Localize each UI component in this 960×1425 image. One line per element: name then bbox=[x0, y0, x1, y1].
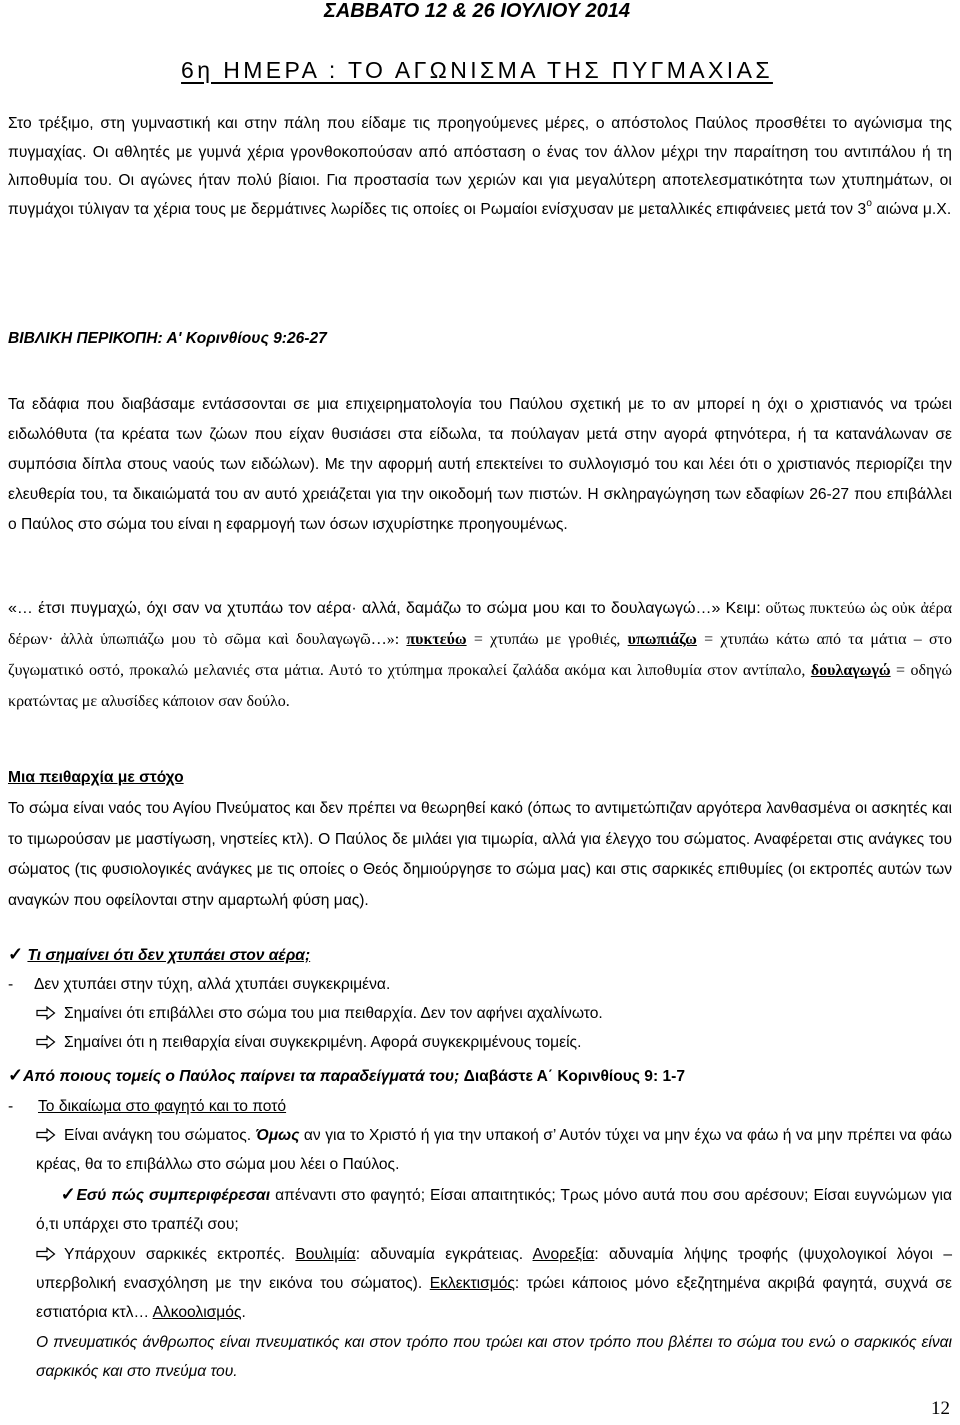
checkmark-icon: ✓ bbox=[8, 1065, 24, 1085]
list-item-arrow-1: Σημαίνει ότι επιβάλλει στο σώμα του μια πειθαρχία. Δεν τον αφήνει αχαλίνωτο. bbox=[36, 999, 960, 1028]
page-title: 6η ΗΜΕΡΑ : ΤΟ ΑΓΩΝΙΣΜΑ ΤΗΣ ΠΥΓΜΑΧΙΑΣ bbox=[181, 57, 773, 83]
term-ypopiazo: υπωπιάζω bbox=[627, 631, 697, 648]
term-doulagogo: δουλαγωγώ bbox=[810, 662, 891, 679]
list-item-dash-1: - Δεν χτυπάει στην τύχη, αλλά χτυπάει συγκεκριμένα. bbox=[8, 976, 391, 993]
checkmark-icon: ✓ bbox=[60, 1184, 77, 1204]
quote-original: οὕτως πυκτεύω ὡς οὐκ ἀέρα δέρων· ἀλλὰ ὑπωπιάζω μου τὸ σῶμα καὶ δουλαγωγῶ…»: bbox=[8, 600, 953, 648]
header-date: ΣΑΒΒΑΤΟ 12 & 26 ΙΟΥΛΙΟΥ 2014 bbox=[324, 0, 630, 22]
closing-paragraph: Ο πνευματικός άνθρωπος είναι πνευματικός και στον τρόπο που τρώει και στον τρόπο που βλέπει το σώμα του ενώ ο σαρκικός είναι σαρκικός και στο πνεύμα του. bbox=[36, 1334, 952, 1380]
list-item-arrow-3: Είναι ανάγκη του σώματος. Όμως αν για το Χριστό ή για την υπακοή σ’ Αυτόν τύχει να μην έχω να φάω ή να μην πρέπει να φάω κρέας, θα το επιβάλλω στο σώμα μου λέει ο Παύλος. bbox=[36, 1121, 952, 1179]
list-item-check-3: ✓Εσύ πώς συμπεριφέρεσαι απέναντι στο φαγητό; Είσαι απαιτητικός; Τρως μόνο αυτά που σου αρέσουν; Είσαι ευγνώμων για ό,τι υπάρχει στο τραπέζι σου; bbox=[36, 1184, 952, 1233]
list-item-arrow-2: Σημαίνει ότι η πειθαρχία είναι συγκεκριμένη. Αφορά συγκεκριμένους τομείς. bbox=[36, 1028, 960, 1057]
checkmark-icon: ✓ bbox=[8, 944, 24, 964]
list-item-dash-2: - Το δικαίωμα στο φαγητό και το ποτό bbox=[8, 1098, 287, 1115]
intro-paragraph: Στο τρέξιμο, στη γυμναστική και στην πάλη που είδαμε τις προηγούμενες μέρες, ο απόστολος Παύλος προσθέτει το αγώνισμα της πυγμαχίας. Οι αθλητές με γυμνά χέρια γρονθοκοπούσαν από απόσταση ο ένας τον άλλον μέχρι την παραίτηση του αντιπάλου ή τη λιποθυμία του. Οι αγώνες ήταν πολύ βίαιοι. Για προστασία των χεριών και για μεγαλύτερη αποτελεσματικότητα των χτυπημάτων, οι πυγμάχοι τύλιγαν τα χέρια τους με δερμάτινες λωρίδες τις οποίες οι Ρωμαίοι ενίσχυσαν με μεταλλικές επιφάνειες μετά τον $3^o$ αιώνα μ.Χ. bbox=[8, 115, 952, 218]
ordinal-superscript: ο bbox=[866, 197, 872, 209]
quote-translation: «… έτσι πυγμαχώ, όχι σαν να χτυπάω τον αέρα· αλλά, δαμάζω το σώμα μου και το δουλαγωγώ…» Κειμ: bbox=[8, 600, 761, 617]
arrow-right-icon bbox=[36, 1121, 64, 1150]
section-heading: Μια πειθαρχία με στόχο bbox=[8, 769, 184, 786]
scripture-heading: ΒΙΒΛΙΚΗ ΠΕΡΙΚΟΠΗ: Α' Κορινθίους 9:26-27 bbox=[8, 330, 327, 347]
term-pykteuo: πυκτεύω bbox=[406, 631, 467, 648]
list-item-check-1: ✓ Τι σημαίνει ότι δεν χτυπάει στον αέρα; bbox=[8, 944, 311, 964]
commentary-paragraph: Τα εδάφια που διαβάσαμε εντάσσονται σε μια επιχειρηματολογία του Παύλου σχετική με το αν μπορεί η όχι ο χριστιανός να τρώει ειδωλόθυτα (τα κρέατα των ζώων που είχαν θυσιάσει στα είδωλα, τα πούλαγαν μετά στην αγορά φτηνότερα, ή τα κατανάλωναν σε συμπόσια δίπλα στους ναούς των ειδώλων). Με την αφορμή αυτή επεκτείνει το συλλογισμό του και λέει ότι ο χριστιανός περιορίζει την ελευθερία του, τα δικαιώματά του αν αυτό χρειάζεται για την οικοδομή των πιστών. Η σκληραγώγηση των εδαφίων 26-27 που επιβάλλει ο Παύλος στο σώμα του είναι η εφαρμογή των όσων ισχυρίστηκε προηγουμένως. bbox=[8, 396, 952, 533]
arrow-right-icon bbox=[36, 1240, 64, 1269]
list-item-arrow-4: Υπάρχουν σαρκικές εκτροπές. Βουλιμία: αδυναμία εγκράτειας. Ανορεξία: αδυναμία λήψης τροφής (ψυχολογικοί λόγοι – υπερβολική ενασχόληση με την εικόνα του σώματος). Εκλεκτισμός: τρώει κάποιος μόνο εξεζητημένα ακριβά φαγητά, συχνά σε εστιατόρια κτλ… Αλκοολισμός. bbox=[36, 1240, 952, 1327]
arrow-right-icon bbox=[36, 999, 64, 1028]
section-paragraph: Το σώμα είναι ναός του Αγίου Πνεύματος και δεν πρέπει να θεωρηθεί κακό (όπως το αντιμετώπιζαν αργότερα λανθασμένα οι ασκητές και το τιμωρούσαν με μαστίγωση, νηστείες κτλ). Ο Παύλος δε μιλάει για τιμωρία, αλλά για έλεγχο του σώματος. Αναφέρεται στις ανάγκες του σώματος (τις φυσιολογικές ανάγκες με τις οποίες ο Θεός δημιούργησε το σώμα μας) και στις σαρκικές επιθυμίες (οι εκτροπές αυτών των αναγκών που οφείλονται στην αμαρτωλή φύση μας). bbox=[8, 800, 952, 909]
quote-paragraph: «… έτσι πυγμαχώ, όχι σαν να χτυπάω τον αέρα· αλλά, δαμάζω το σώμα μου και το δουλαγωγώ…» Κειμ: οὕτως πυκτεύω ὡς οὐκ ἀέρα δέρων· ἀλλὰ ὑπωπιάζω μου τὸ σῶμα καὶ δουλαγωγῶ…»: πυκτεύω = χτυπάω με γροθιές, υπωπιάζω = χτυπάω κάτω από τα μάτια – στο ζυγωματικό οστό, προκαλώ μελανιές στα μάτια. Αυτό το χτύπημα προκαλεί ζαλάδα ακόμα και λιποθυμία στον αντίπαλο, δουλαγωγώ = οδηγώ κρατώντας με αλυσίδες κάποιον σαν δούλο. bbox=[8, 600, 953, 710]
arrow-right-icon bbox=[36, 1028, 64, 1057]
page-number: 12 bbox=[931, 1398, 950, 1419]
list-item-check-2: ✓Από ποιους τομείς ο Παύλος παίρνει τα παραδείγματά του; Διαβάστε Α΄ Κορινθίους 9: 1-7 bbox=[8, 1065, 686, 1085]
